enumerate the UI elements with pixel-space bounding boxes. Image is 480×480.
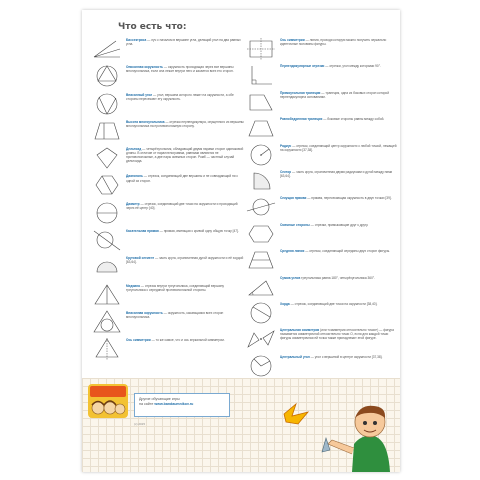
entry-term: Хорда [280,301,290,306]
diagonal-icon [92,173,122,197]
left-column [92,36,242,364]
cartoon-boy-illustration [262,382,400,472]
altitude-icon [92,119,122,143]
entry-term: Биссектриса [126,38,147,42]
adjacent-sides-icon [246,222,276,246]
glossary-entry [246,89,396,115]
bisector-icon [92,37,122,61]
entry-text: — отрезок, соединяющий две вершины и не совпадающий ни с одной из сторон. [126,174,239,183]
central-angle-icon [246,354,276,378]
glossary-entry [92,172,242,199]
glossary-entry [92,145,242,172]
glossary-entry [92,200,242,227]
entry-text: — отрезок, соединяющий две точки на окружности и проходящий через её центр [40]. [126,201,238,210]
copyright: (c) 2015 [134,422,146,426]
banda-umnikov-logo [86,382,130,420]
entry-text: — отрезки, примыкающие друг к другу. [309,222,369,227]
entry-term: Секущая прямая [280,196,307,201]
central-symmetry-icon [246,327,276,351]
entry-term: Описанная окружность [126,65,163,70]
diameter-icon [92,201,122,225]
inscribed-circle-icon [92,310,122,334]
entry-term: Сумма углов [280,275,301,280]
symmetry-axis-icon [92,337,122,361]
promo-line-2: на сайте [139,402,154,406]
entry-text: — угол с вершиной в центре окружности [37,38]. [309,354,383,359]
glossary-entry [246,36,396,62]
chord-icon [246,301,276,325]
deltoid-icon [92,146,122,170]
entry-text: — часть круга, ограниченная дугой окружности и её хордой [63,64]. [126,256,244,265]
entry-text: — прямая, пересекающая окружность в двух точках [39]. [306,196,392,201]
entry-term: Ось симметрии [126,338,151,343]
glossary-entry [246,300,396,326]
angle-sum-icon [246,275,276,299]
glossary-entry [92,91,242,118]
glossary-entry [92,309,242,336]
entry-text: (или «симметрия относительно точки») — фигура называется симметричной относительно точки O, если для каждой точки фигуры симметричная ей точка также принадлежит этой фигуре. [280,328,394,341]
glossary-entry [92,282,242,309]
glossary-entry [246,247,396,273]
entry-text: — отрезок внутри треугольника, соединяющий вершину треугольника с серединой противоположной стороны. [126,283,224,292]
entry-text: — отрезки, угол между которыми 90°. [324,64,381,69]
entry-term: Средняя линия [280,249,305,254]
glossary-entry [246,221,396,247]
isosceles-trapezoid-icon [246,116,276,140]
entry-term: Вписанный угол [126,92,153,97]
right-trapezoid-icon [246,90,276,114]
entry-text: — то же самое, что и ось зеркальной симметрии. [150,338,225,343]
entry-term: Касательная прямая [126,229,159,234]
promo-line-1: Другие обучающие игры [139,397,180,401]
median-icon [92,283,122,307]
promo-box[interactable] [134,393,230,417]
glossary-entry [246,168,396,194]
glossary-entry [246,274,396,300]
tangent-icon [92,228,122,252]
entry-text: — угол, вершина которого лежит на окружности, а обе стороны пересекают эту окружность. [126,92,234,101]
entry-text: — окружность проходящая через все вершины многоугольника, если она лежит внутри него и касается всех его сторон. [126,65,234,74]
glossary-entry [92,254,242,281]
inscribed-angle-icon [92,92,122,116]
entry-term: Ось симметрии [280,38,305,42]
entry-term: Радиус [280,143,292,148]
entry-text: — трапеция, одна из боковых сторон которой перпендикулярна основаниям. [280,90,389,99]
entry-term: Высота многоугольника [126,119,165,124]
entry-term: Дельтоид [126,147,142,152]
glossary-entry [92,36,242,63]
midline-icon [246,248,276,272]
right-column [246,36,396,379]
promo-url-link[interactable]: www.bandaumnikov.ru [154,402,194,406]
entry-term: Сектор [280,169,292,174]
entry-text: — боковые стороны равны между собой. [322,117,385,122]
entry-text: — линия, проходя которую можно получить зеркально идентичные половины фигуры. [280,38,387,47]
glossary-entry [92,336,242,363]
circular-segment-icon [92,255,122,279]
circumscribed-circle-icon [92,64,122,88]
entry-text: — четырёхугольник, обладающий двумя парами сторон одинаковой длины. В отличие от параллелограмма, равными являются не противоположные, а две пары смежных сторон. Ромб — частный случай дельтоида. [126,147,244,164]
entry-term: Вписанная окружность [126,310,163,315]
entry-term: Равнобедренная трапеция [280,117,323,122]
glossary-entry [246,62,396,88]
entry-term: Прямоугольная трапеция [280,90,321,95]
rules-page [82,10,400,472]
mirror-axis-icon [246,37,276,61]
entry-text: — луч с началом в вершине угла, делящий угол на два равных угла. [126,38,241,47]
page-title: Что есть что: [118,22,187,32]
glossary-entry [92,227,242,254]
entry-text: — отрезок, соединяющий центр окружности с любой точкой, лежащей на окружности [37,38]. [280,143,397,152]
entry-term: Медиана [126,283,140,288]
glossary-entry [246,353,396,379]
glossary-entry [92,63,242,90]
entry-text: — отрезок перпендикуляра, опущенного из вершины многоугольника на противоположную сторону. [126,119,244,128]
radius-icon [246,143,276,167]
glossary-entry [92,118,242,145]
entry-text: — часть круга, ограниченная двумя радиусами и дугой между ними [63,64]. [280,169,393,179]
entry-text: треугольника равна 180°, четырёхугольника 360°. [300,275,375,280]
secant-icon [246,195,276,219]
entry-term: Диагональ [126,174,143,179]
glossary-entry [246,194,396,220]
entry-term: Перпендикулярные отрезки [280,64,325,69]
entry-term: Диаметр [126,201,140,206]
entry-text: — отрезок, соединяющий две точки на окружности [38,40]. [289,301,378,306]
entry-text: — прямая, имеющая с кривой одну общую точку [47]. [158,229,239,234]
entry-term: Круговой сегмент [126,256,155,261]
entry-term: Центральная симметрия [280,328,320,333]
entry-text: — отрезок, соединяющий середины двух сторон фигуры. [304,249,390,254]
glossary-entry [246,326,396,352]
entry-term: Смежные стороны [280,222,310,227]
glossary-entry [246,142,396,168]
perpendicular-icon [246,63,276,87]
entry-text: — окружность, касающаяся всех сторон многоугольника. [126,310,224,320]
sector-icon [246,169,276,193]
glossary-entry [246,115,396,141]
entry-term: Центральный угол [280,354,310,359]
